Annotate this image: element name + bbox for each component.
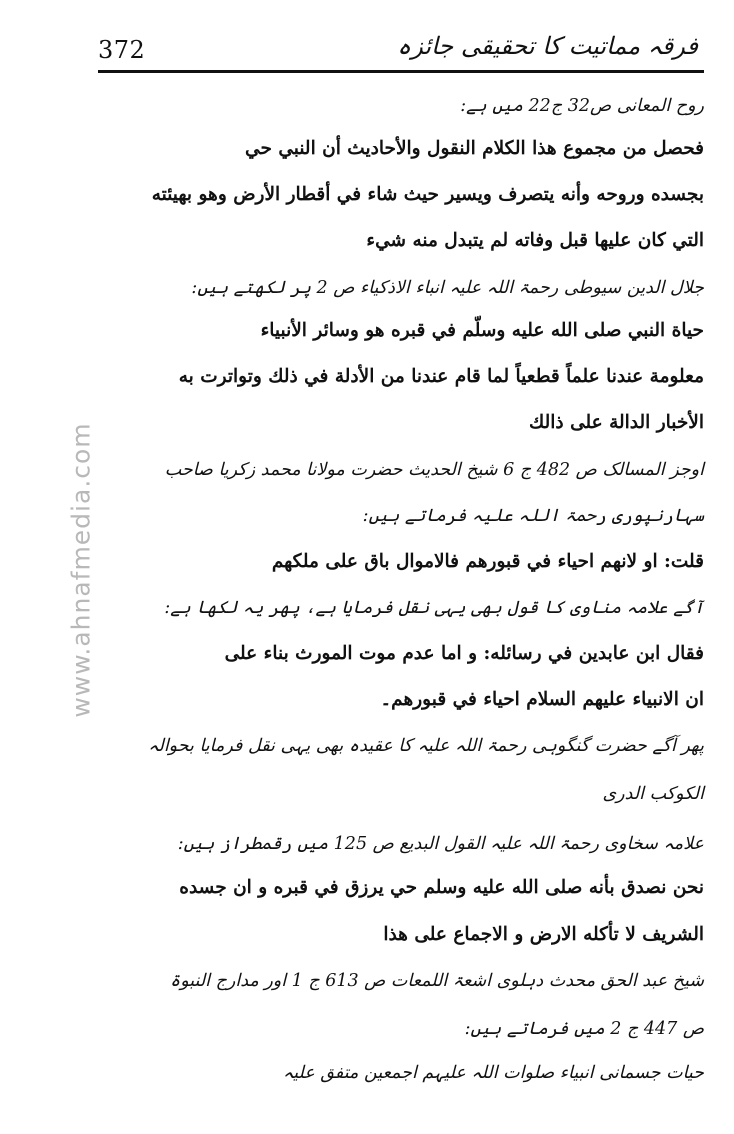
body-line: فقال ابن عابدين في رسائله: و اما عدم موت المورث بناء على: [224, 643, 704, 664]
body-line: شیخ عبد الحق محدث دہلوی اشعۃ اللمعات ص 613 ج 1 اور مدارج النبوۃ: [169, 971, 704, 991]
body-line: جلال الدین سیوطی رحمۃ اللہ علیہ انباء الاذکیاء ص 2 پر لکھتے ہیں:: [191, 278, 704, 298]
body-line: ص 447 ج 2 میں فرماتے ہیں:: [464, 1019, 704, 1039]
body-line: اوجز المسالک ص 482 ج 6 شیخ الحدیث حضرت مولانا محمد زکریا صاحب: [164, 460, 704, 480]
body-line: روح المعانی ص32 ج22 میں ہے:: [460, 96, 704, 116]
watermark-text: www.ahnafmedia.com: [66, 422, 96, 718]
page-header: [98, 30, 698, 70]
body-line: الشريف لا تأكله الارض و الاجماع على هذا: [383, 924, 704, 945]
body-line: سہارنپوری رحمۃ اللہ علیہ فرماتے ہیں:: [362, 506, 704, 526]
body-line: نحن نصدق بأنه صلى الله عليه وسلم حي يرزق في قبره و ان جسده: [179, 877, 704, 898]
body-line: الأخبار الدالة على ذالك: [529, 412, 704, 433]
body-line: فحصل من مجموع هذا الكلام النقول والأحاديث أن النبي حي: [245, 138, 704, 159]
body-line: قلت: او لانهم احياء في قبورهم فالاموال باق على ملكهم: [271, 551, 704, 572]
body-line: بجسده وروحه وأنه يتصرف ويسير حيث شاء في أقطار الأرض وهو بهيئته: [151, 184, 704, 205]
body-line: التي كان عليها قبل وفاته لم يتبدل منه شيء: [366, 230, 704, 251]
body-line: الکوکب الدری: [602, 784, 704, 804]
body-line: علامہ سخاوی رحمۃ اللہ علیہ القول البدیع ص 125 میں رقمطراز ہیں:: [177, 834, 704, 854]
body-line: پھر آگے حضرت گنگوہی رحمۃ اللہ علیہ کا عقیدہ بھی یہی نقل فرمایا بحوالہ: [148, 736, 704, 756]
body-line: معلومة عندنا علماً قطعياً لما قام عندنا من الأدلة في ذلك وتواترت به: [178, 366, 704, 387]
body-line: آگے علامہ مناوی کا قول بھی یہی نقل فرمایا ہے، پھر یہ لکھا ہے:: [164, 598, 704, 618]
running-title: فرقہ مماتیت کا تحقیقی جائزہ: [397, 32, 698, 60]
watermark: [68, 400, 94, 740]
body-line: حیات جسمانی انبیاء صلوات اللہ علیہم اجمعین متفق علیہ: [283, 1063, 704, 1083]
page-number: 372: [98, 36, 146, 64]
body-line: حياة النبي صلى الله عليه وسلّم في قبره هو وسائر الأنبياء: [260, 320, 704, 341]
body-line: ان الانبياء عليهم السلام احياء في قبورهم۔: [380, 689, 704, 710]
header-rule: [98, 70, 704, 73]
